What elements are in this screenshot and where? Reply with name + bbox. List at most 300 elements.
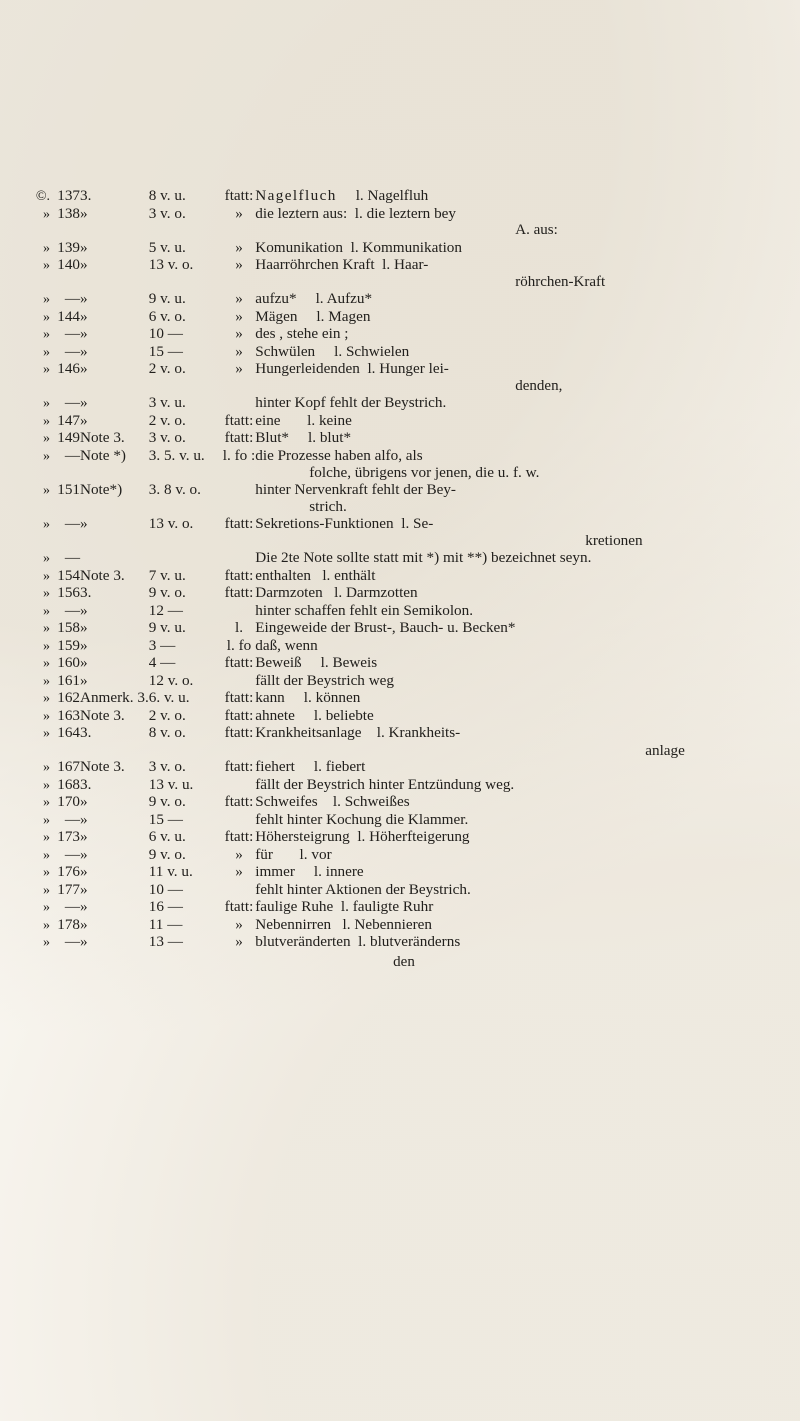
table-row-continuation [30, 743, 778, 760]
row-mark: » [43, 900, 50, 916]
row-mark: » [43, 396, 50, 411]
row-state [223, 482, 255, 500]
row-right: Beweis [332, 654, 378, 672]
row-sep: l. [334, 342, 343, 360]
row-line [149, 482, 223, 500]
row-wrong: Hungerleidenden [255, 360, 360, 377]
row-line-dir: v. o. [160, 204, 186, 222]
row-body [255, 395, 778, 413]
row-section: Anmerk. 3. [80, 689, 149, 707]
table-row [30, 344, 778, 362]
row-section-empty [80, 465, 149, 482]
row-line [149, 603, 223, 621]
table-row [30, 917, 778, 935]
row-sep: l. [350, 238, 359, 256]
row-section: » [80, 863, 88, 881]
row-line [149, 934, 223, 952]
row-page: — [64, 845, 80, 863]
row-page: 173 [57, 828, 80, 846]
row-mark: » [43, 865, 50, 881]
row-wrong: Komunikation [255, 238, 343, 256]
row-section-empty [80, 499, 149, 516]
row-page: — [64, 549, 80, 567]
row-state: » [235, 915, 243, 933]
row-line-dir: v. o. [160, 411, 186, 429]
row-section: » [80, 256, 88, 273]
row-state [223, 673, 255, 691]
row-right: können [315, 689, 361, 707]
row-section: » [80, 845, 88, 863]
row-section-empty [80, 379, 149, 396]
row-right: fiebert [325, 758, 366, 776]
row-line [149, 708, 223, 726]
row-section: Note *) [80, 446, 126, 464]
row-line [149, 777, 223, 795]
row-mark: » [43, 362, 50, 377]
row-line-dir: — [167, 933, 183, 951]
row-right: Darmzotten [345, 584, 418, 602]
row-line-no: 6 [148, 828, 157, 846]
row-line [149, 568, 223, 586]
row-line [149, 240, 223, 258]
row-state: » [235, 342, 243, 360]
table-row [30, 568, 778, 586]
row-line-dir: v. o. [160, 845, 186, 863]
row-sep: l. [299, 845, 308, 863]
row-sep: l. [376, 724, 385, 742]
table-row [30, 638, 778, 656]
row-mark-empty [30, 533, 50, 550]
row-body [255, 847, 778, 865]
row-mark: » [43, 656, 50, 672]
row-line-no: 3 [148, 636, 157, 654]
row-section: » [80, 636, 88, 654]
row-page: 146 [57, 360, 80, 377]
row-sep: l. [320, 654, 329, 672]
row-state [223, 550, 255, 568]
row-line-no: 13 [148, 933, 164, 951]
row-mark: » [43, 586, 50, 602]
row-line-dir: v. o. [160, 724, 186, 742]
row-body [255, 725, 778, 743]
table-row-continuation [30, 275, 778, 292]
row-body [255, 708, 778, 726]
row-line [149, 864, 223, 882]
row-sep: l. [358, 933, 367, 951]
row-body [255, 620, 778, 638]
row-section: » [80, 810, 88, 828]
table-row [30, 188, 778, 206]
row-page: — [64, 446, 80, 464]
row-state [223, 882, 255, 900]
row-section: » [80, 411, 88, 429]
row-section: Note*) [80, 480, 123, 498]
row-section: » [80, 915, 88, 933]
row-wrong: faulige Ruhe [255, 898, 334, 916]
row-line [149, 899, 223, 917]
row-line [149, 257, 223, 275]
row-page: 147 [57, 411, 80, 429]
row-page: 161 [57, 671, 80, 689]
row-section-empty [80, 743, 149, 760]
table-row [30, 759, 778, 777]
row-page: 168 [57, 775, 80, 793]
row-body [255, 344, 778, 362]
row-wrong: Beweiß [255, 654, 302, 672]
row-state: ftatt: [224, 429, 254, 446]
row-section-empty [80, 275, 149, 292]
row-page: — [64, 394, 80, 411]
row-line-dir: — [167, 810, 183, 828]
row-line-dir: 5. v. u. [163, 446, 205, 464]
row-page: — [64, 898, 80, 916]
row-state: ftatt: [224, 793, 254, 811]
row-mark: » [43, 603, 50, 619]
row-body [255, 690, 778, 708]
row-body [255, 794, 778, 812]
table-row-continuation [30, 223, 778, 240]
row-line-dir: v. u. [167, 775, 194, 793]
table-row [30, 708, 778, 726]
row-section: » [80, 290, 88, 307]
row-section: » [80, 793, 88, 811]
row-body [255, 917, 778, 935]
row-body [255, 482, 778, 500]
row-line-dir: v. o. [167, 256, 194, 273]
row-line-dir: — [167, 915, 183, 933]
row-state: » [235, 325, 243, 342]
row-line-dir: — [167, 601, 183, 619]
row-right: blutveränderns [369, 933, 461, 951]
row-wrong: fiehert [255, 758, 295, 776]
row-state [223, 777, 255, 795]
row-mark: » [43, 448, 50, 464]
table-row [30, 725, 778, 743]
row-right: Krankheits- [388, 724, 461, 742]
row-wrong: aufzu* [255, 290, 297, 307]
row-section: » [80, 238, 88, 256]
row-line-empty [149, 223, 223, 240]
row-line-dir: 8 v. o. [163, 480, 201, 498]
row-wrong: Darmzoten [255, 584, 323, 602]
row-line-dir: — [160, 636, 176, 654]
table-row [30, 257, 778, 275]
row-wrong: daß, wenn [255, 636, 318, 654]
row-state: ftatt: [224, 411, 254, 429]
row-body-continuation [255, 465, 778, 482]
row-line [149, 516, 223, 534]
row-mark: » [43, 777, 50, 793]
row-wrong: Haarröhrchen Kraft [255, 256, 375, 273]
row-page: 176 [57, 863, 80, 881]
row-section [80, 550, 149, 568]
row-sep: l. [355, 187, 364, 204]
row-body [255, 188, 778, 206]
row-line-no: 3 [148, 204, 157, 222]
row-page: 177 [57, 880, 80, 898]
row-line-empty [149, 533, 223, 550]
errata-list [30, 188, 778, 971]
row-state: ftatt: [224, 706, 254, 724]
row-body [255, 673, 778, 691]
row-page: 170 [57, 793, 80, 811]
row-line-dir: v. u. [160, 828, 186, 846]
row-section: » [80, 342, 88, 360]
row-right: Magen [328, 307, 371, 325]
row-wrong: ahnete [255, 706, 295, 724]
row-line-empty [149, 499, 223, 516]
row-body-continuation [255, 499, 778, 516]
row-state: l. fo [226, 636, 252, 654]
row-page-empty [50, 533, 80, 550]
row-body-continuation [255, 223, 778, 240]
row-sep: l. [313, 706, 322, 724]
row-section: » [80, 601, 88, 619]
row-section-empty [80, 223, 149, 240]
table-row [30, 620, 778, 638]
row-wrong: immer [255, 863, 295, 881]
row-state: ftatt: [224, 566, 254, 584]
errata-table-body [30, 188, 778, 952]
table-row [30, 361, 778, 379]
row-page: 164 [57, 724, 80, 742]
row-sep: l. [340, 898, 349, 916]
row-sep: l. [308, 429, 317, 446]
row-state-empty [223, 275, 255, 292]
row-wrong: Eingeweide der Brust-, Bauch- u. Becken* [255, 619, 516, 637]
row-section: » [80, 654, 88, 672]
row-mark-empty [30, 743, 50, 760]
row-wrong: des , stehe ein ; [255, 325, 349, 342]
row-page: 159 [57, 636, 80, 654]
row-line-dir: v. o. [160, 429, 186, 446]
row-mark: » [43, 795, 50, 811]
row-line-dir: — [167, 325, 183, 342]
row-line-dir: v. u. [167, 863, 193, 881]
row-sep: l. [332, 793, 341, 811]
row-line-no: 13 [148, 775, 164, 793]
row-section: » [80, 514, 88, 532]
row-mark: ©. [35, 189, 50, 204]
row-section: Note 3. [80, 706, 125, 724]
table-row [30, 655, 778, 673]
row-mark: » [43, 482, 50, 498]
row-line-dir: — [167, 342, 183, 360]
row-state: ftatt: [224, 828, 254, 846]
row-page: 167 [57, 758, 80, 776]
row-line-dir: v. o. [160, 793, 186, 811]
table-row [30, 673, 778, 691]
table-row [30, 240, 778, 258]
row-line-no: 9 [148, 793, 157, 811]
row-right-cont: anlage [645, 741, 685, 759]
row-line-dir: v. o. [160, 706, 186, 724]
row-body [255, 430, 778, 448]
row-line-dir: v. o. [160, 584, 186, 602]
row-right-cont: röhrchen-Kraft [515, 273, 606, 290]
row-state: ftatt: [224, 689, 254, 707]
row-page: — [64, 325, 80, 342]
row-line [149, 291, 223, 309]
table-row [30, 777, 778, 795]
row-section: » [80, 360, 88, 377]
row-mark: » [43, 344, 50, 360]
row-mark: » [43, 516, 50, 532]
row-mark: » [43, 726, 50, 742]
table-row [30, 482, 778, 500]
row-mark: » [43, 673, 50, 689]
row-wrong: Nebennirren [255, 915, 332, 933]
row-line [149, 309, 223, 327]
row-wrong: eine [255, 411, 281, 429]
row-mark: » [43, 935, 50, 951]
row-state [223, 812, 255, 830]
row-wrong: Die 2te Note sollte statt mit *) mit **) bezeichnet seyn. [255, 549, 592, 567]
row-right: vor [311, 845, 332, 863]
row-page-empty [50, 499, 80, 516]
row-line-dir: v. o. [160, 360, 186, 377]
row-line [149, 725, 223, 743]
row-state-empty [223, 533, 255, 550]
row-line-no: 11 [148, 863, 164, 881]
table-row [30, 812, 778, 830]
row-wrong: fällt der Beystrich weg [255, 671, 394, 689]
row-line-no: 12 [148, 601, 164, 619]
row-section: » [80, 898, 88, 916]
row-line [149, 550, 223, 568]
row-section: » [80, 933, 88, 951]
row-line-dir: v. u. [160, 187, 186, 204]
row-section: » [80, 619, 88, 637]
row-page: 156 [57, 584, 80, 602]
row-state: ftatt: [224, 898, 254, 916]
row-line-no: 10 [148, 880, 164, 898]
row-right: keine [318, 411, 352, 429]
row-body [255, 585, 778, 603]
row-wrong: hinter Nervenkraft fehlt der Bey- [255, 480, 456, 498]
row-right: Nebennieren [354, 915, 432, 933]
row-mark: » [43, 621, 50, 637]
row-mark: » [43, 413, 50, 429]
row-body [255, 240, 778, 258]
row-state: l. fo : [222, 446, 256, 464]
row-section: » [80, 307, 88, 325]
row-state [223, 603, 255, 621]
row-line-no: 15 [148, 342, 164, 360]
row-body [255, 550, 778, 568]
row-page: 163 [57, 706, 80, 724]
row-page-empty [50, 465, 80, 482]
row-page: 151 [57, 480, 80, 498]
row-right: Se- [413, 514, 434, 532]
row-body [255, 899, 778, 917]
row-line-no: 8 [148, 187, 157, 204]
table-row-continuation [30, 379, 778, 396]
row-sep: l. [382, 256, 391, 273]
row-state: ftatt: [224, 654, 254, 672]
row-state: » [235, 307, 243, 325]
row-right-cont: denden, [515, 377, 563, 394]
table-row [30, 864, 778, 882]
row-wrong: Schwülen [255, 342, 316, 360]
row-sep: l. [354, 204, 363, 222]
row-wrong: für [255, 845, 273, 863]
row-wrong: fällt der Beystrich hinter Entzündung weg. [255, 775, 515, 793]
row-sep: l. [313, 758, 322, 776]
row-sep: l. [367, 360, 376, 377]
row-line [149, 344, 223, 362]
row-wrong: blutveränderten [255, 933, 351, 951]
row-page: 139 [57, 238, 80, 256]
row-right: Aufzu* [326, 290, 373, 307]
table-row [30, 690, 778, 708]
row-line-no: 7 [148, 566, 157, 584]
errata-table [30, 188, 778, 952]
row-body [255, 309, 778, 327]
row-state: l. [234, 619, 244, 637]
row-state: » [235, 256, 243, 273]
row-body-continuation [255, 743, 778, 760]
row-line [149, 620, 223, 638]
row-page: — [64, 601, 80, 619]
row-line-dir: v. u. [160, 290, 186, 307]
table-row [30, 413, 778, 431]
row-line-no: 2 [148, 706, 157, 724]
row-line-dir: v. o. [160, 758, 186, 776]
row-sep: l. [303, 689, 312, 707]
row-line-dir: — [167, 880, 183, 898]
row-line [149, 794, 223, 812]
row-mark: » [43, 708, 50, 724]
table-row [30, 829, 778, 847]
row-mark: » [43, 917, 50, 933]
row-page: 144 [57, 307, 80, 325]
row-state [223, 395, 255, 413]
row-state: ftatt: [224, 514, 254, 532]
row-section: » [80, 828, 88, 846]
row-mark: » [43, 206, 50, 222]
row-state: » [235, 360, 243, 377]
row-line [149, 829, 223, 847]
row-sep: l. [342, 915, 351, 933]
row-mark: » [43, 568, 50, 584]
row-body [255, 206, 778, 224]
row-page: — [64, 514, 80, 532]
row-wrong: fehlt hinter Aktionen der Beystrich. [255, 880, 471, 898]
table-row [30, 934, 778, 952]
row-page-empty [50, 223, 80, 240]
row-line [149, 690, 223, 708]
row-mark-empty [30, 223, 50, 240]
row-state-empty [223, 379, 255, 396]
table-row [30, 585, 778, 603]
row-page: 140 [57, 256, 80, 273]
row-mark: » [43, 882, 50, 898]
row-body-continuation [255, 379, 778, 396]
row-line [149, 326, 223, 344]
row-mark: » [43, 691, 50, 707]
row-line [149, 361, 223, 379]
row-line-no: 12 [148, 671, 164, 689]
row-page: — [64, 290, 80, 307]
row-body [255, 326, 778, 344]
row-sep: l. [316, 307, 325, 325]
row-section: Note 3. [80, 429, 125, 446]
row-wrong: Höhersteigrung [255, 828, 350, 846]
row-body [255, 655, 778, 673]
row-state: » [235, 933, 243, 951]
row-wrong: hinter Kopf fehlt der Beystrich. [255, 394, 447, 411]
